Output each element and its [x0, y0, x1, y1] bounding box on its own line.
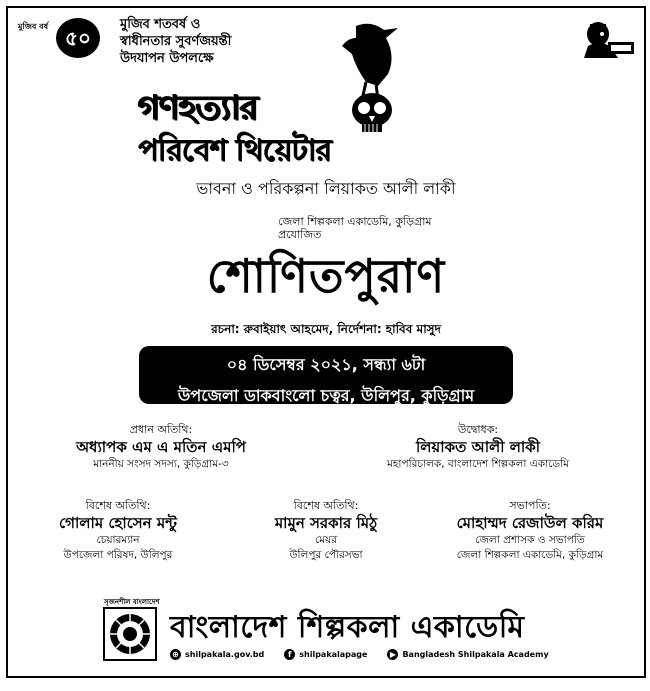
- inaugurator-designation: মহাপরিচালক, বাংলাদেশ শিল্পকলা একাডেমি: [387, 458, 569, 470]
- header-occasion: [120, 16, 350, 67]
- academy-tagline: সৃজনশীল বাংলাদেশ: [104, 598, 160, 606]
- logo-number: ৫০: [56, 18, 100, 58]
- title-line-2: পরিবেশ থিয়েটার: [138, 133, 331, 168]
- poster: [6, 6, 646, 678]
- youtube-text: Bangladesh Shilpakala Academy: [402, 650, 549, 659]
- special-guest-1: [18, 498, 218, 563]
- facebook-text: shilpakalapage: [299, 650, 368, 659]
- event-venue: উপজেলা ডাকবাংলো চত্বর, উলিপুর, কুড়িগ্রাম: [177, 386, 475, 405]
- academy-emblem-icon: [102, 606, 158, 662]
- chairperson-role: সভাপতি:: [509, 499, 551, 512]
- special-guest-1-name: গোলাম হোসেন মন্টু: [59, 514, 177, 532]
- social-links: [170, 649, 640, 660]
- chief-guest-role: প্রধান অতিথি:: [129, 423, 193, 436]
- special-guest-2: [226, 498, 426, 563]
- mujib-50-logo: [18, 16, 106, 60]
- inaugurator: [318, 422, 638, 472]
- special-guest-1-org: উপজেলা পরিষদ, উলিপুর: [63, 549, 173, 561]
- special-guest-1-role: বিশেষ অতিথি:: [85, 499, 151, 512]
- event-datetime: ০৪ ডিসেম্বর ২০২১, সন্ধ্যা ৬টা: [226, 355, 426, 374]
- logo-small-text: মুজিব বর্ষ: [18, 22, 48, 31]
- presenting-org: জেলা শিল্পকলা একাডেমি, কুড়িগ্রাম: [278, 215, 432, 228]
- special-guest-2-role: বিশেষ অতিথি:: [293, 499, 359, 512]
- chief-guest-name: অধ্যাপক এম এ মতিন এমপি: [76, 438, 246, 456]
- chairperson-title: জেলা প্রশাসক ও সভাপতি: [475, 534, 585, 546]
- portrait-sketch-icon: [578, 18, 636, 62]
- header-line-1: মুজিব শতবর্ষ ও: [120, 17, 201, 32]
- title-line-1: গণহত্যার: [138, 88, 258, 128]
- facebook-link[interactable]: [284, 649, 367, 660]
- chairperson-org: জেলা শিল্পকলা একাডেমি, কুড়িগ্রাম: [456, 549, 604, 561]
- special-guest-2-name: মামুন সরকার মিঠু: [274, 514, 378, 532]
- special-guest-1-title: চেয়ারম্যান: [96, 534, 140, 546]
- website-link[interactable]: [170, 649, 264, 660]
- inaugurator-role: উদ্বোধক:: [457, 423, 499, 436]
- play-title: শোণিতপুরাণ: [206, 249, 446, 303]
- inaugurator-name: লিয়াকত আলী লাকী: [415, 438, 541, 456]
- facebook-icon: f: [284, 649, 295, 660]
- event-datetime-venue: [139, 346, 513, 404]
- header-line-2: স্বাধীনতার সুবর্ণজয়ন্তী: [120, 34, 232, 49]
- presented-by: [278, 215, 432, 241]
- chairperson-name: মোহাম্মদ রেজাউল করিম: [456, 514, 604, 532]
- special-guest-2-org: উলিপুর পৌরসভা: [289, 549, 363, 561]
- concept-credit: ভাবনা ও পরিকল্পনা লিয়াকত আলী লাকী: [196, 179, 456, 198]
- special-guest-2-title: মেয়র: [314, 534, 338, 546]
- presented-label: প্রযোজিত: [278, 228, 322, 241]
- chief-guest: [36, 422, 286, 472]
- youtube-link[interactable]: [387, 649, 548, 660]
- chief-guest-designation: মাননীয় সংসদ সদস্য, কুড়িগ্রাম-৩: [93, 458, 229, 470]
- globe-icon: ⊕: [170, 649, 181, 660]
- chairperson: [420, 498, 640, 563]
- academy-name: বাংলাদেশ শিল্পকলা একাডেমি: [170, 610, 525, 645]
- header-line-3: উদযাপন উপলক্ষে: [120, 51, 214, 66]
- youtube-icon: ▶: [387, 649, 398, 660]
- raven-skull-icon: [326, 16, 436, 136]
- writer-director-credits: রচনা: রুবাইয়াৎ আহমেদ, নির্দেশনা: হাবিব মাসুদ: [211, 322, 441, 336]
- website-text: shilpakala.gov.bd: [185, 650, 265, 659]
